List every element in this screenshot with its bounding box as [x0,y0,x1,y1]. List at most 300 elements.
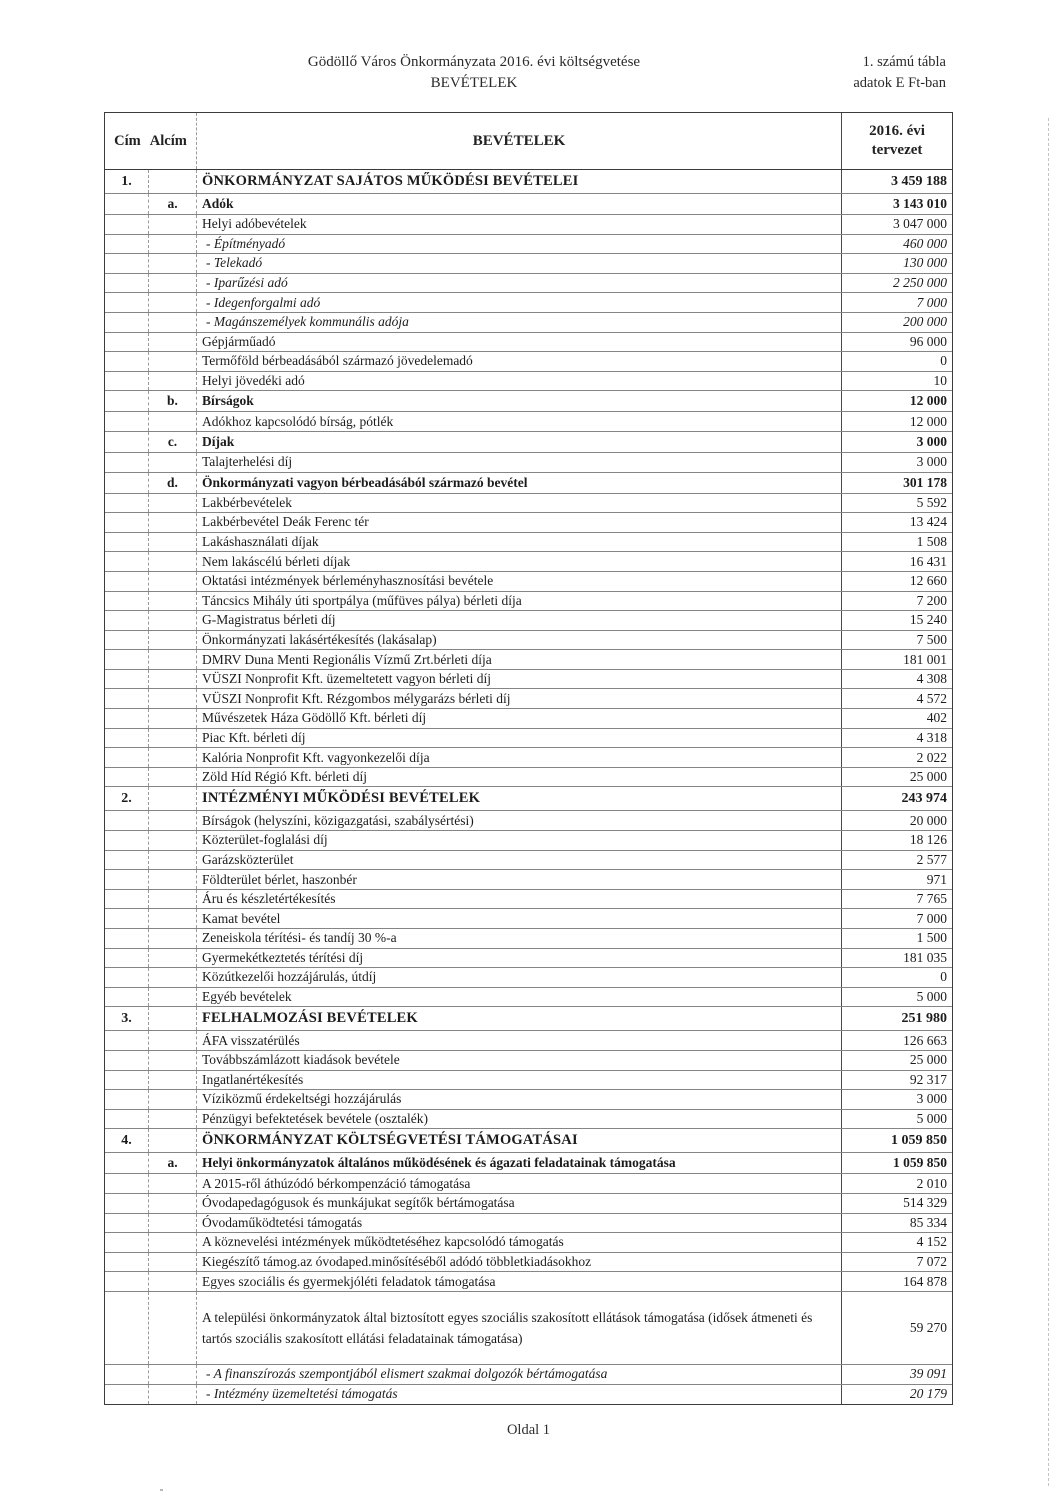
description-cell: Áru és készletértékesítés [197,890,842,909]
description-cell: Gyermekétkeztetés térítési díj [197,949,842,968]
table-row [105,293,952,313]
alcim-cell [149,1007,197,1030]
description-cell: Egyéb bevételek [197,988,842,1007]
table-row [105,870,952,890]
table-row [105,1051,952,1071]
description-cell: Önkormányzati lakásértékesítés (lakásalap) [197,631,842,650]
alcim-cell: a. [149,1153,197,1173]
table-row [105,1365,952,1385]
table-row [105,235,952,255]
value-cell: 301 178 [903,474,947,490]
cim-cell [105,1233,149,1252]
description-cell: Díjak [197,432,842,452]
table-row [105,929,952,949]
alcim-cell [149,333,197,352]
table-row [105,831,952,851]
header-cim: Cím [114,132,141,149]
header-cim-alcim [105,113,197,169]
description-cell: Garázsközterület [197,851,842,870]
table-row [105,650,952,670]
table-row [105,631,952,651]
description-cell: A 2015-ről áthúzódó bérkompenzáció támogatása [197,1174,842,1193]
table-row [105,909,952,929]
alcim-cell [149,1031,197,1050]
value-cell: 10 [933,373,947,389]
description-cell: Egyes szociális és gyermekjóléti feladatok támogatása [197,1272,842,1291]
alcim-cell [149,611,197,630]
value-cell: 2 250 000 [893,275,947,291]
cim-cell [105,494,149,513]
description-cell: - Intézmény üzemeltetési támogatás [197,1385,842,1405]
value-cell: 2 010 [916,1175,947,1191]
description-cell: Víziközmű érdekeltségi hozzájárulás [197,1090,842,1109]
alcim-cell [149,592,197,611]
value-cell: 20 179 [909,1386,947,1402]
scan-edge-artifact [1048,118,1049,1486]
description-cell: ÖNKORMÁNYZAT SAJÁTOS MŰKÖDÉSI BEVÉTELEI [197,170,842,193]
table-row [105,513,952,533]
description-cell: Földterület bérlet, haszonbér [197,870,842,889]
cim-cell [105,412,149,431]
alcim-cell [149,1071,197,1090]
value-cell: 96 000 [909,333,947,349]
cim-cell [105,215,149,234]
note-block [746,52,946,94]
value-cell: 4 152 [916,1234,947,1250]
value-cell: 12 000 [909,393,947,409]
cim-cell [105,709,149,728]
document-title: Gödöllő Város Önkormányzata 2016. évi költségvetése [307,54,641,70]
description-cell: A települési önkormányzatok által biztosított egyes szociális szakosított ellátások támogatása (idősek átmeneti és tartós szociális szakosított ellátási feladatainak támogatása) [197,1292,842,1364]
table-row [105,1007,952,1031]
alcim-cell [149,453,197,472]
description-cell: Zeneiskola térítési- és tandíj 30 %-a [197,929,842,948]
cim-cell [105,453,149,472]
value-cell: 126 663 [903,1032,947,1048]
value-cell: 0 [940,353,947,369]
description-cell: VÜSZI Nonprofit Kft. Rézgombos mélygarázs bérleti díj [197,689,842,708]
alcim-cell [149,851,197,870]
alcim-cell [149,1051,197,1070]
alcim-cell [149,1292,197,1364]
cim-cell [105,592,149,611]
table-row [105,533,952,553]
table-row [105,494,952,514]
alcim-cell [149,890,197,909]
cim-cell: 3. [105,1007,149,1030]
alcim-cell [149,729,197,748]
description-cell: Ingatlanértékesítés [197,1071,842,1090]
cim-cell [105,572,149,591]
value-cell: 25 000 [909,769,947,785]
cim-cell [105,1214,149,1233]
table-row [105,1071,952,1091]
alcim-cell [149,1272,197,1291]
table-row [105,352,952,372]
table-row [105,1194,952,1214]
table-row [105,949,952,969]
cim-cell [105,313,149,332]
alcim-cell [149,215,197,234]
description-cell: - A finanszírozás szempontjából elismert szakmai dolgozók bértámogatása [197,1365,842,1384]
cim-cell [105,831,149,850]
description-cell: G-Magistratus bérleti díj [197,611,842,630]
table-row [105,194,952,215]
description-cell: Talajterhelési díj [197,453,842,472]
cim-cell [105,988,149,1007]
cim-cell [105,513,149,532]
value-cell: 3 000 [916,454,947,470]
cim-cell [105,729,149,748]
table-row [105,274,952,294]
cim-cell [105,929,149,948]
value-cell: 25 000 [909,1052,947,1068]
alcim-cell [149,1385,197,1405]
alcim-cell [149,988,197,1007]
alcim-cell: b. [149,391,197,411]
table-row [105,1153,952,1174]
alcim-cell [149,1110,197,1129]
cim-cell [105,768,149,787]
description-cell: Önkormányzati vagyon bérbeadásából származó bevétel [197,473,842,493]
description-cell: Termőföld bérbeadásából származó jövedelemadó [197,352,842,371]
description-cell: VÜSZI Nonprofit Kft. üzemeltetett vagyon bérleti díj [197,670,842,689]
cim-cell [105,1174,149,1193]
table-row [105,1031,952,1051]
value-cell: 4 572 [916,690,947,706]
cim-cell [105,1110,149,1129]
table-row [105,1233,952,1253]
value-cell: 16 431 [909,553,947,569]
value-cell: 20 000 [909,812,947,828]
table-row [105,412,952,432]
cim-cell [105,851,149,870]
value-cell: 4 318 [916,729,947,745]
value-cell: 181 035 [903,949,947,965]
table-row [105,372,952,392]
description-cell: Óvodapedagógusok és munkájukat segítők bértámogatása [197,1194,842,1213]
value-cell: 1 059 850 [891,1132,947,1148]
alcim-cell [149,352,197,371]
value-cell: 243 974 [901,790,947,806]
description-cell: FELHALMOZÁSI BEVÉTELEK [197,1007,842,1030]
description-cell: Közútkezelői hozzájárulás, útdíj [197,968,842,987]
value-cell: 0 [940,969,947,985]
table-row [105,1174,952,1194]
value-cell: 402 [926,710,947,726]
alcim-cell [149,909,197,928]
alcim-cell: d. [149,473,197,493]
value-cell: 7 000 [916,910,947,926]
value-cell: 200 000 [903,314,947,330]
cim-cell [105,1051,149,1070]
table-row [105,552,952,572]
alcim-cell [149,552,197,571]
cim-cell [105,670,149,689]
units-note: adatok E Ft-ban [853,75,946,91]
description-cell: Lakbérbevétel Deák Ferenc tér [197,513,842,532]
value-cell: 12 660 [909,573,947,589]
cim-cell [105,293,149,312]
value-cell: 5 000 [916,989,947,1005]
cim-cell [105,949,149,968]
description-cell: Helyi jövedéki adó [197,372,842,391]
value-cell: 7 000 [916,294,947,310]
document-subtitle: BEVÉTELEK [430,75,518,91]
alcim-cell [149,412,197,431]
table-row [105,1292,952,1365]
cim-cell [105,274,149,293]
table-row [105,572,952,592]
description-cell: - Idegenforgalmi adó [197,293,842,312]
cim-cell [105,1385,149,1405]
cim-cell [105,1194,149,1213]
value-cell: 3 459 188 [891,173,947,189]
alcim-cell [149,949,197,968]
cim-cell [105,333,149,352]
alcim-cell [149,254,197,273]
description-cell: Lakáshasználati díjak [197,533,842,552]
value-cell: 4 308 [916,671,947,687]
value-cell: 514 329 [903,1195,947,1211]
cim-cell [105,194,149,214]
cim-cell [105,890,149,909]
alcim-cell: c. [149,432,197,452]
value-cell: 7 500 [916,631,947,647]
header-bevetelek: BEVÉTELEK [197,113,842,169]
value-cell: 181 001 [903,651,947,667]
table-row [105,215,952,235]
table-row [105,1214,952,1234]
description-cell: Gépjárműadó [197,333,842,352]
table-row [105,729,952,749]
table-row [105,670,952,690]
alcim-cell [149,787,197,810]
cim-cell [105,1253,149,1272]
alcim-cell [149,235,197,254]
cim-cell [105,870,149,889]
table-row [105,432,952,453]
alcim-cell [149,513,197,532]
cim-cell [105,432,149,452]
value-cell: 59 270 [909,1319,947,1335]
cim-cell [105,631,149,650]
alcim-cell [149,293,197,312]
alcim-cell [149,313,197,332]
value-cell: 3 143 010 [893,196,947,211]
description-cell: Bírságok (helyszíni, közigazgatási, szabálysértési) [197,811,842,830]
cim-cell: 1. [105,170,149,193]
cim-cell [105,689,149,708]
description-cell: Táncsics Mihály úti sportpálya (műfüves pálya) bérleti díja [197,592,842,611]
cim-cell [105,611,149,630]
scan-speck [160,1489,163,1491]
alcim-cell [149,631,197,650]
table-row [105,170,952,194]
alcim-cell [149,494,197,513]
table-row [105,787,952,811]
cim-cell [105,1272,149,1291]
value-cell: 5 000 [916,1111,947,1127]
title-block [104,52,844,94]
value-cell: 1 508 [916,534,947,550]
cim-cell [105,909,149,928]
table-row [105,748,952,768]
description-cell: Művészetek Háza Gödöllő Kft. bérleti díj [197,709,842,728]
value-cell: 39 091 [909,1366,947,1382]
table-row [105,333,952,353]
cim-cell [105,1365,149,1384]
cim-cell [105,352,149,371]
description-cell: Kamat bevétel [197,909,842,928]
value-cell: 2 577 [916,851,947,867]
alcim-cell [149,1090,197,1109]
cim-cell [105,533,149,552]
value-cell: 3 047 000 [893,216,947,232]
alcim-cell: a. [149,194,197,214]
page-number: Oldal 1 [506,1422,551,1438]
alcim-cell [149,650,197,669]
value-cell: 7 072 [916,1254,947,1270]
table-row [105,391,952,412]
description-cell: Kiegészítő támog.az óvodaped.minősítéséből adódó többletkiadásokhoz [197,1253,842,1272]
header-tervezet: 2016. évi tervezet [869,123,925,158]
table-row [105,1253,952,1273]
alcim-cell [149,968,197,987]
description-cell: ÖNKORMÁNYZAT KÖLTSÉGVETÉSI TÁMOGATÁSAI [197,1129,842,1152]
alcim-cell [149,170,197,193]
cim-cell [105,473,149,493]
description-cell: Adókhoz kapcsolódó bírság, pótlék [197,412,842,431]
value-cell: 1 059 850 [893,1155,947,1171]
table-row [105,988,952,1008]
table-row [105,709,952,729]
cim-cell [105,811,149,830]
table-row [105,1110,952,1130]
alcim-cell [149,870,197,889]
value-cell: 15 240 [909,612,947,628]
value-cell: 971 [926,871,947,887]
value-cell: 3 000 [916,1091,947,1107]
value-cell: 1 500 [916,930,947,946]
value-cell: 251 980 [901,1010,947,1026]
table-row [105,1129,952,1153]
table-row [105,811,952,831]
value-cell: 12 000 [909,413,947,429]
alcim-cell [149,533,197,552]
alcim-cell [149,709,197,728]
value-cell: 13 424 [909,514,947,530]
cim-cell [105,748,149,767]
value-cell: 164 878 [903,1273,947,1289]
description-cell: - Magánszemélyek kommunális adója [197,313,842,332]
alcim-cell [149,670,197,689]
table-body [105,170,952,1404]
description-cell: Közterület-foglalási díj [197,831,842,850]
value-cell: 5 592 [916,494,947,510]
page-footer [104,1422,953,1439]
cim-cell [105,1292,149,1364]
table-row [105,453,952,473]
alcim-cell [149,572,197,591]
header-alcim: Alcím [149,132,187,149]
table-header-row [105,113,952,170]
description-cell: Piac Kft. bérleti díj [197,729,842,748]
alcim-cell [149,274,197,293]
table-row [105,851,952,871]
table-row [105,473,952,494]
alcim-cell [149,748,197,767]
cim-cell [105,372,149,391]
value-cell: 3 000 [916,433,947,449]
cim-cell: 4. [105,1129,149,1152]
table-row [105,1385,952,1405]
description-cell: INTÉZMÉNYI MŰKÖDÉSI BEVÉTELEK [197,787,842,810]
alcim-cell [149,372,197,391]
description-cell: DMRV Duna Menti Regionális Vízmű Zrt.bérleti díja [197,650,842,669]
cim-cell [105,391,149,411]
description-cell: - Iparűzési adó [197,274,842,293]
alcim-cell [149,689,197,708]
value-cell: 130 000 [903,255,947,271]
budget-table [104,112,953,1405]
description-cell: Lakbérbevételek [197,494,842,513]
table-row [105,254,952,274]
description-cell: Óvodaműködtetési támogatás [197,1214,842,1233]
description-cell: - Építményadó [197,235,842,254]
value-cell: 2 022 [916,749,947,765]
value-cell: 7 765 [916,891,947,907]
description-cell: Pénzügyi befektetések bevétele (osztalék) [197,1110,842,1129]
description-cell: Helyi adóbevételek [197,215,842,234]
table-row [105,592,952,612]
value-cell: 85 334 [909,1214,947,1230]
alcim-cell [149,768,197,787]
cim-cell [105,552,149,571]
cim-cell [105,650,149,669]
value-cell: 460 000 [903,235,947,251]
alcim-cell [149,1174,197,1193]
description-cell: Nem lakáscélú bérleti díjak [197,552,842,571]
alcim-cell [149,1214,197,1233]
cim-cell [105,1071,149,1090]
cim-cell [105,254,149,273]
table-row [105,611,952,631]
table-row [105,890,952,910]
description-cell: Oktatási intézmények bérleményhasznosítási bevétele [197,572,842,591]
value-cell: 7 200 [916,592,947,608]
table-row [105,968,952,988]
alcim-cell [149,1129,197,1152]
cim-cell [105,1090,149,1109]
table-row [105,1272,952,1292]
value-cell: 92 317 [909,1071,947,1087]
value-cell: 18 126 [909,832,947,848]
description-cell: Helyi önkormányzatok általános működésének és ágazati feladatainak támogatása [197,1153,842,1173]
table-row [105,1090,952,1110]
cim-cell [105,235,149,254]
alcim-cell [149,1194,197,1213]
table-row [105,313,952,333]
alcim-cell [149,831,197,850]
table-row [105,689,952,709]
description-cell: - Telekadó [197,254,842,273]
description-cell: Bírságok [197,391,842,411]
description-cell: Adók [197,194,842,214]
cim-cell [105,1031,149,1050]
table-number-note: 1. számú tábla [862,54,946,70]
alcim-cell [149,1233,197,1252]
